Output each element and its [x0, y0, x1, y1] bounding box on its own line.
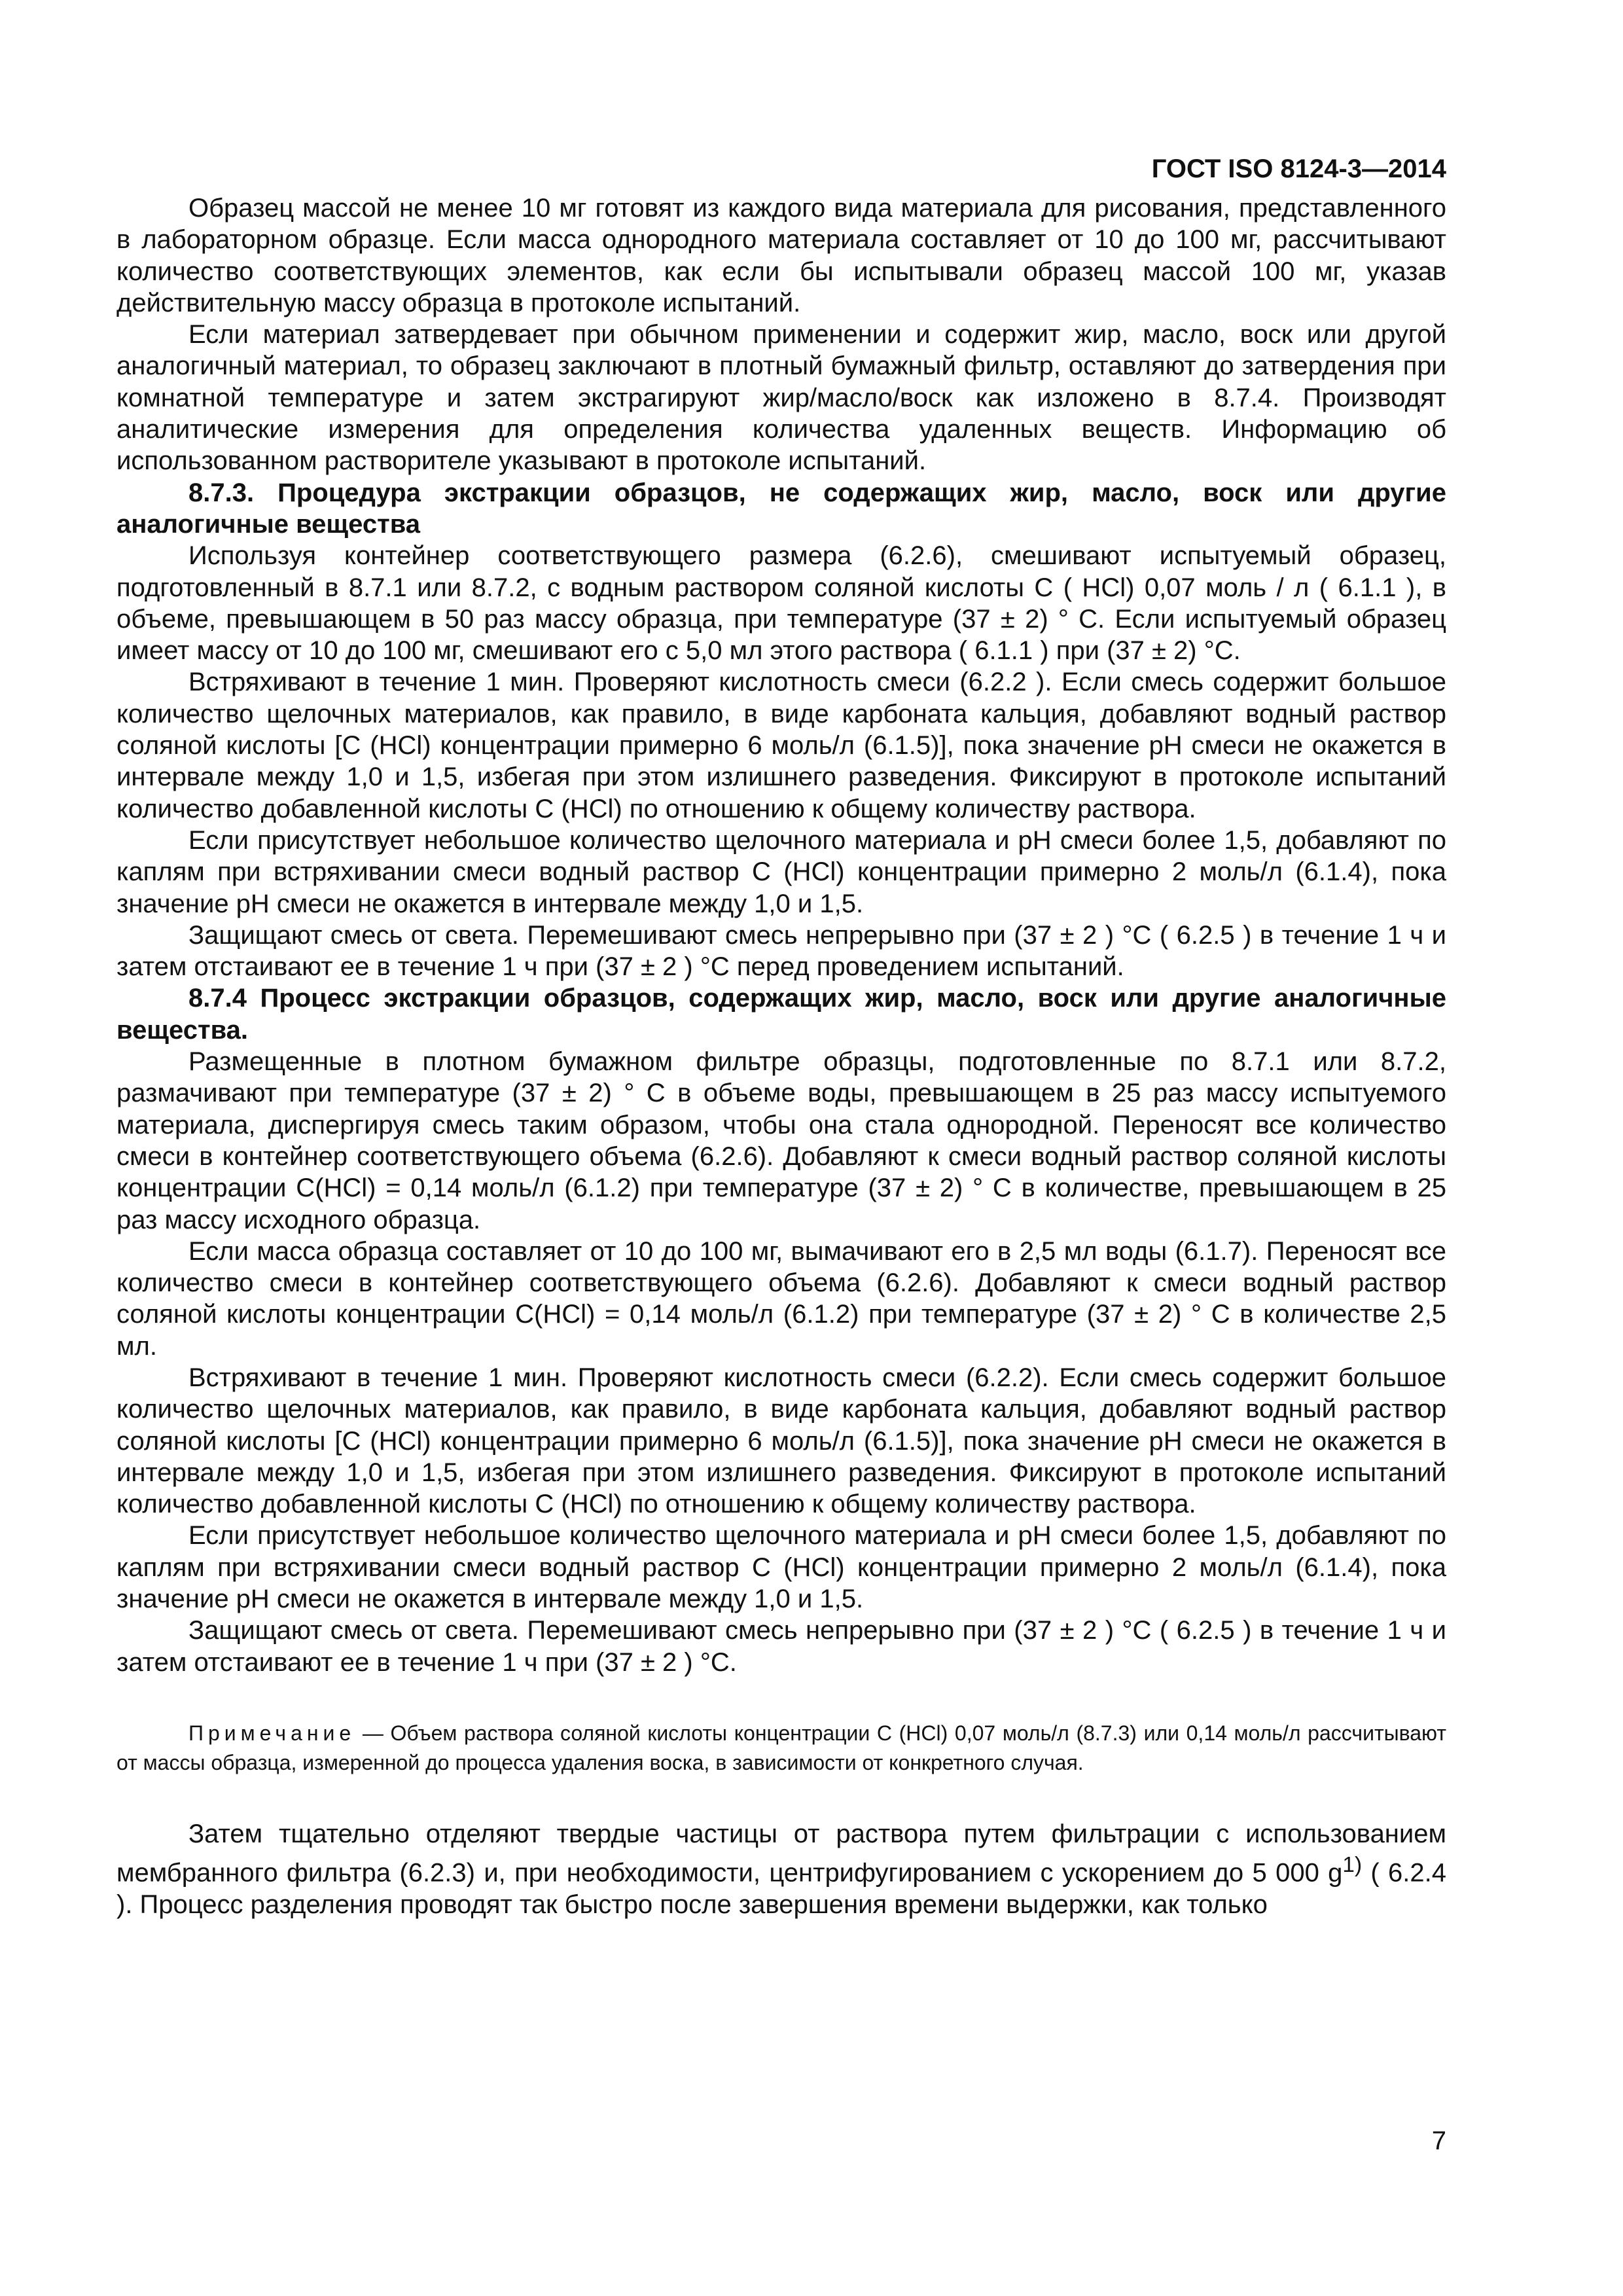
final-text-b: ( 6.2.4 ). Процесс разделения проводят так быстро после завершения времени выдержки, как только — [116, 1858, 1447, 1919]
paragraph: Образец массой не менее 10 мг готовят из каждого вида материала для рисования, представленного в лабораторном образце. Если масса однородного материала составляет от 10 до 100 мг, рассчитывают количество соответствующих элементов, как если бы испытывали образец массой 100 мг, указав действительную массу образца в протоколе испытаний. — [116, 194, 1446, 317]
paragraph: Защищают смесь от света. Перемешивают смесь непрерывно при (37 ± 2 ) °С ( 6.2.5 ) в течение 1 ч и затем отстаивают ее в течение 1 ч при (37 ± 2 ) °С перед проведением испытаний. — [116, 920, 1446, 982]
final-text-a: Затем тщательно отделяют твердые частицы от раствора путем фильтрации с использованием мембранного фильтра (6.2.3) и, при необходимости, центрифугированием с ускорением до 5 000 g — [116, 1819, 1446, 1888]
paragraph: Защищают смесь от света. Перемешивают смесь непрерывно при (37 ± 2 ) °С ( 6.2.5 ) в течение 1 ч и затем отстаивают ее в течение 1 ч при (37 ± 2 ) °С. — [116, 1616, 1446, 1677]
final-paragraph — [116, 1818, 1446, 1920]
document-page — [116, 152, 1446, 1920]
paragraph: Если присутствует небольшое количество щелочного материала и pH смеси более 1,5, добавляют по каплям при встряхивании смеси водный раствор C (HCl) концентрации примерно 2 моль/л (6.1.4), пока значение pH смеси не окажется в интервале между 1,0 и 1,5. — [116, 1521, 1446, 1614]
section-heading: 8.7.4 Процесс экстракции образцов, содержащих жир, масло, воск или другие аналогичные вещества. — [116, 984, 1446, 1045]
paragraph: Если масса образца составляет от 10 до 100 мг, вымачивают его в 2,5 мл воды (6.1.7). Переносят все количество смеси в контейнер соответствующего объема (6.2.6). Добавляют к смеси водный раствор соляной кислоты концентрации C(HCl) = 0,14 моль/л (6.1.2) при температуре (37 ± 2) ° С в количестве 2,5 мл. — [116, 1236, 1446, 1361]
paragraph: Если присутствует небольшое количество щелочного материала и pH смеси более 1,5, добавляют по каплям при встряхивании смеси водный раствор C (HCl) концентрации примерно 2 моль/л (6.1.4), пока значение pH смеси не окажется в интервале между 1,0 и 1,5. — [116, 825, 1446, 918]
paragraph: Если материал затвердевает при обычном применении и содержит жир, масло, воск или другой аналогичный материал, то образец заключают в плотный бумажный фильтр, оставляют до затвердения при комнатной температуре и затем экстрагируют жир/масло/воск как изложено в 8.7.4. Производят аналитические измерения для определения количества удаленных веществ. Информацию об использованном растворителе указывают в протоколе испытаний. — [116, 320, 1446, 476]
note — [116, 1719, 1446, 1778]
section-heading: 8.7.3. Процедура экстракции образцов, не содержащих жир, масло, воск или другие аналогичные вещества — [116, 478, 1446, 539]
note-text: — Объем раствора соляной кислоты концентрации C (HCl) 0,07 моль/л (8.7.3) или 0,14 моль/л рассчитывают от массы образца, измеренной до процесса удаления воска, в зависимости от конкретного случая. — [116, 1721, 1446, 1774]
document-header: ГОСТ ISO 8124-3—2014 — [1151, 154, 1446, 183]
paragraph: Встряхивают в течение 1 мин. Проверяют кислотность смеси (6.2.2 ). Если смесь содержит большое количество щелочных материалов, как правило, в виде карбоната кальция, добавляют водный раствор соляной кислоты [C (HCl) концентрации примерно 6 моль/л (6.1.5)], пока значение pH смеси не окажется в интервале между 1,0 и 1,5, избегая при этом излишнего разведения. Фиксируют в протоколе испытаний количество добавленной кислоты C (HCl) по отношению к общему количеству раствора. — [116, 668, 1446, 823]
note-label: Примечание — [188, 1721, 356, 1745]
paragraph: Встряхивают в течение 1 мин. Проверяют кислотность смеси (6.2.2). Если смесь содержит большое количество щелочных материалов, как правило, в виде карбоната кальция, добавляют водный раствор соляной кислоты [C (HCl) концентрации примерно 6 моль/л (6.1.5)], пока значение pH смеси не окажется в интервале между 1,0 и 1,5, избегая при этом излишнего разведения. Фиксируют в протоколе испытаний количество добавленной кислоты C (HCl) по отношению к общему количеству раствора. — [116, 1363, 1446, 1519]
page-number: 7 — [1431, 2126, 1446, 2155]
footnote-ref: 1) — [1342, 1853, 1363, 1878]
paragraph: Размещенные в плотном бумажном фильтре образцы, подготовленные по 8.7.1 или 8.7.2, размачивают при температуре (37 ± 2) ° С в объеме воды, превышающем в 25 раз массу испытуемого материала, диспергируя смесь таким образом, чтобы она стала однородной. Переносят все количество смеси в контейнер соответствующего объема (6.2.6). Добавляют к смеси водный раствор соляной кислоты концентрации C(HCl) = 0,14 моль/л (6.1.2) при температуре (37 ± 2) ° С в количестве, превышающем в 25 раз массу исходного образца. — [116, 1047, 1446, 1234]
paragraph: Используя контейнер соответствующего размера (6.2.6), смешивают испытуемый образец, подготовленный в 8.7.1 или 8.7.2, с водным раствором соляной кислоты C ( HCl) 0,07 моль / л ( 6.1.1 ), в объеме, превышающем в 50 раз массу образца, при температуре (37 ± 2) ° С. Если испытуемый образец имеет массу от 10 до 100 мг, смешивают его с 5,0 мл этого раствора ( 6.1.1 ) при (37 ± 2) °С. — [116, 541, 1446, 666]
